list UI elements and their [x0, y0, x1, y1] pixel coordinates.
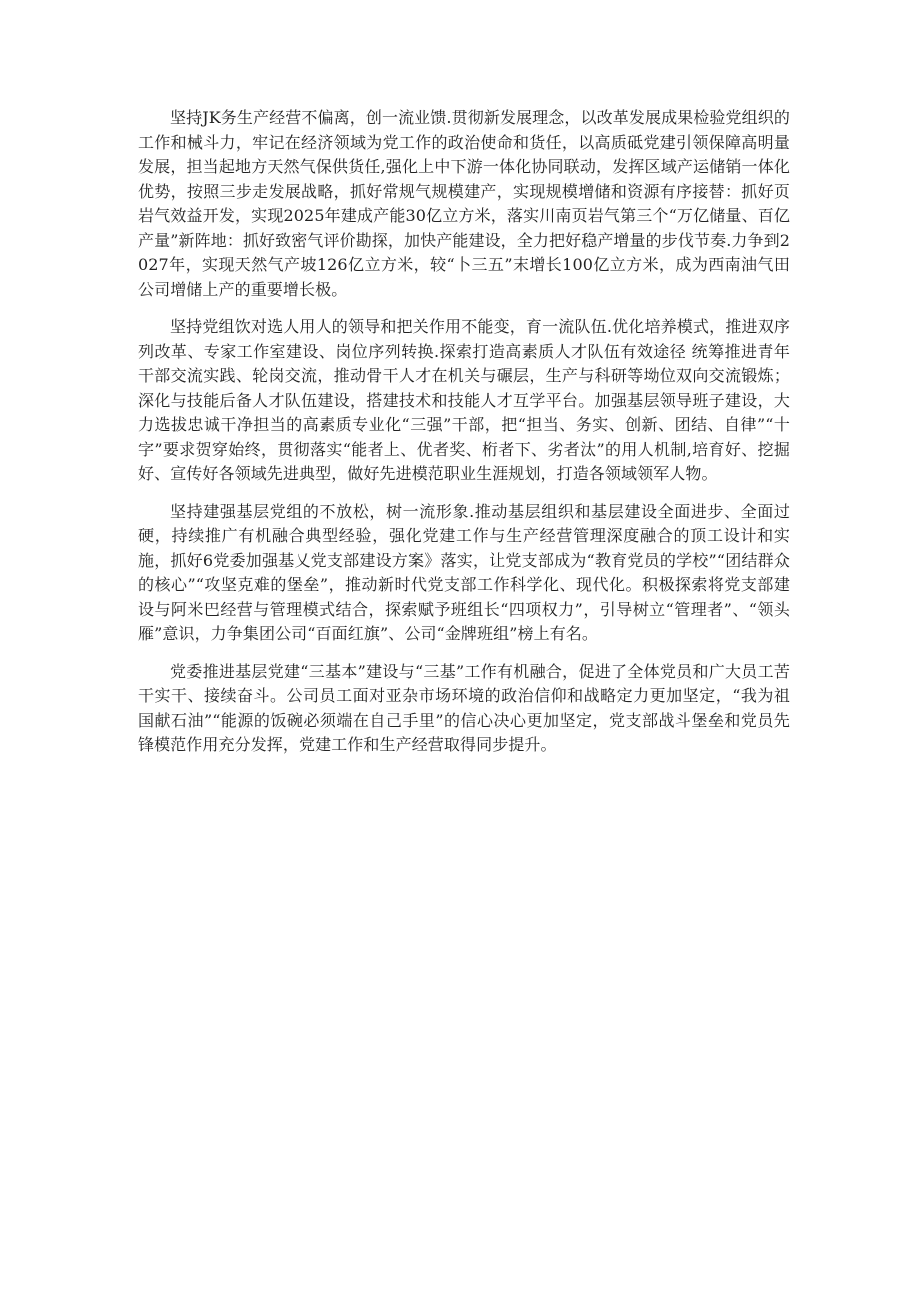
paragraph-2: 坚持党组饮对选人用人的领导和把关作用不能变，育一流队伍.优化培养模式，推进双序列改革、专家工作室建设、岗位序列转换.探索打造高素质人才队伍有效途径 统筹推进青年干部交流实践、轮岗交流，推动骨干人才在机关与碾层，生产与科研等坳位双向交流锻炼；深化与技能后备人才队伍建设，搭建技术和技能人才互学平台。加强基层领导班子建设，大力选拔忠诚干净担当的高素质专业化“三强”干部，把“担当、务实、创新、团结、自律”“十字”要求贺穿始终，贯彻落实“能者上、优者奖、桁者下、劣者汰”的用人机制,培育好、挖掘好、宣传好各领域先进典型，做好先进模范职业生涯规划，打造各领域领军人物。 — [138, 317, 790, 483]
document-body — [138, 106, 790, 771]
paragraph-4: 党委推进基层党建“三基本”建设与“三基”工作有机融合，促进了全体党员和广大员工苦干实干、接续奋斗。公司员工面对亚杂市场环境的政治信仰和战略定力更加坚定，“我为祖国献石油”“能源的饭碗必须端在自己手里”的信心决心更加坚定，党支部战斗堡垒和党员先锋模范作用充分发挥，党建工作和生产经营取得同步提升。 — [138, 661, 790, 754]
paragraph-1: 坚持JK务生产经营不偏离，创一流业馈.贯彻新发展理念，以改革发展成果检验党组织的工作和械斗力，牢记在经济领域为党工作的政治使命和货任，以高质砥党建引领保障高明量发展，担当起地方天然气保供货任,强化上中下游一体化协同联动，发挥区域产运储销一体化优势，按照三步走发展战略，抓好常规气规模建产，实现规模增储和资源有序接替：抓好页岩气效益开发，实现2025年建成产能30亿立方米，落实川南页岩气第三个“万亿储量、百亿产量”新阵地：抓好致密气评价勘探，加快产能建设，全力把好稳产增量的步伐节奏.力争到2027年，实现天然气产坡126亿立方米，较“卜三五”末增长100亿立方米，成为西南油气田公司增储上产的重要增长极。 — [138, 108, 790, 299]
paragraph-3: 坚持建强基层党组的不放松，树一流形象.推动基层组织和基层建设全面进步、全面过硬，持续推广有机融合典型经验，强化党建工作与生产经营管理深度融合的顶工设计和实施，抓好6党委加强基乂党支部建设方案》落实，让党支部成为“教育党员的学校”“团结群众的核心”“攻坚克难的堡垒”，推动新时代党支部工作科学化、现代化。积极探索将党支部建设与阿米巴经营与管理模式结合，探索赋予班组长“四项权力”，引导树立“管理者”、“领头雁”意识，力争集团公司“百面红旗”、公司“金牌班组”榜上有名。 — [138, 501, 790, 643]
